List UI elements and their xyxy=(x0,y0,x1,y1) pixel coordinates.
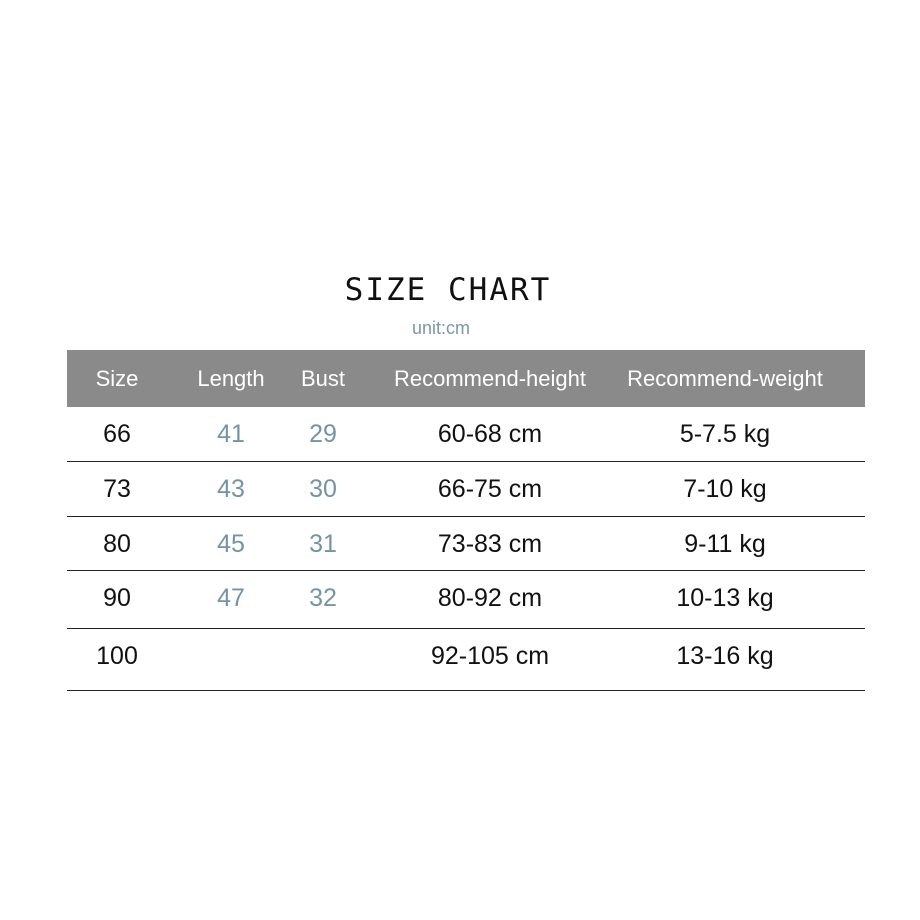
header-bust: Bust xyxy=(300,366,346,391)
table-row xyxy=(67,571,865,629)
table-row xyxy=(67,407,865,462)
table-row xyxy=(67,462,865,517)
cell-recommend-height: 80-92 cm xyxy=(437,584,543,612)
cell-length: 47 xyxy=(217,584,245,612)
cell-bust: 30 xyxy=(309,475,337,503)
cell-size: 90 xyxy=(103,584,131,612)
table-row xyxy=(67,629,865,691)
cell-recommend-weight: 13-16 kg xyxy=(676,642,774,670)
table-header xyxy=(67,350,865,407)
header-recommend-height: Recommend-height xyxy=(394,366,586,391)
page-title: SIZE CHART xyxy=(344,272,552,308)
cell-recommend-height: 66-75 cm xyxy=(437,475,543,503)
cell-recommend-weight: 9-11 kg xyxy=(684,530,766,558)
cell-length: 41 xyxy=(217,420,245,448)
cell-size: 66 xyxy=(103,420,131,448)
cell-bust: 32 xyxy=(309,584,337,612)
unit-label: unit:cm xyxy=(411,318,471,338)
cell-bust: 31 xyxy=(309,530,337,558)
cell-length: 45 xyxy=(217,530,245,558)
cell-bust: 29 xyxy=(309,420,337,448)
cell-size: 100 xyxy=(96,642,138,670)
table-row xyxy=(67,517,865,571)
cell-recommend-weight: 7-10 kg xyxy=(683,475,767,503)
header-size: Size xyxy=(95,366,139,391)
size-chart-table xyxy=(67,350,865,691)
cell-size: 73 xyxy=(103,475,131,503)
cell-recommend-height: 73-83 cm xyxy=(437,530,543,558)
cell-recommend-height: 60-68 cm xyxy=(437,420,543,448)
cell-recommend-weight: 5-7.5 kg xyxy=(679,420,771,448)
header-recommend-weight: Recommend-weight xyxy=(627,366,823,391)
cell-recommend-height: 92-105 cm xyxy=(430,642,550,670)
cell-size: 80 xyxy=(103,530,131,558)
cell-recommend-weight: 10-13 kg xyxy=(676,584,774,612)
cell-length: 43 xyxy=(217,475,245,503)
header-length: Length xyxy=(197,366,265,391)
